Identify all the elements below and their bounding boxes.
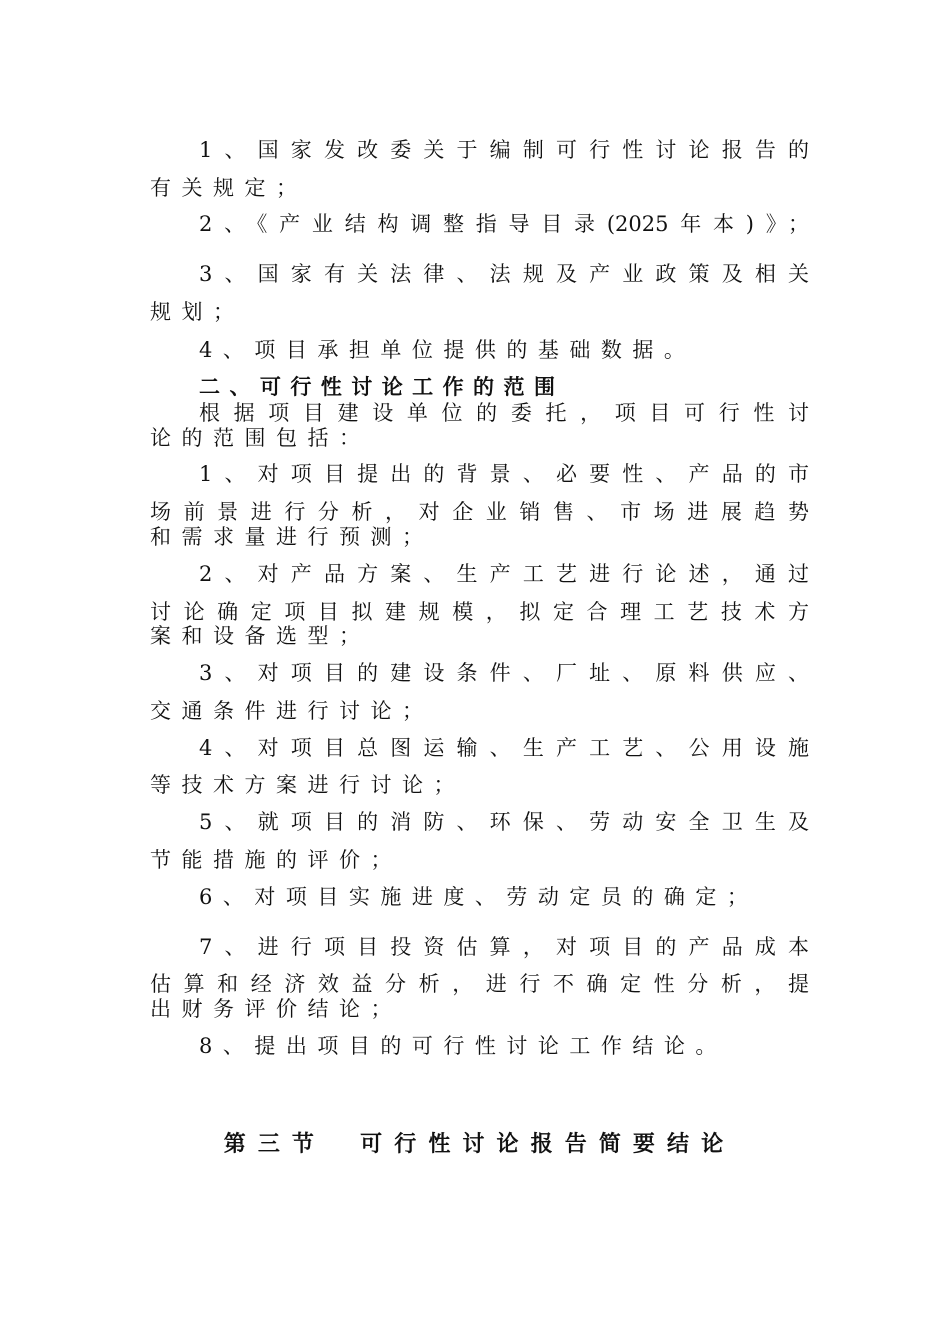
scope-item-1-line-1: 1、对项目提出的背景、必要性、产品的市 bbox=[199, 462, 809, 486]
scope-item-6: 6、对项目实施进度、劳动定员的确定； bbox=[199, 885, 759, 909]
scope-item-1-line-2: 场前景进行分析，对企业销售、市场进展趋势 bbox=[150, 500, 809, 524]
basis-item-3-line-2: 规划； bbox=[150, 300, 245, 324]
scope-item-5-line-1: 5、就项目的消防、环保、劳动安全卫生及 bbox=[199, 810, 809, 834]
basis-item-1-line-1: 1、国家发改委关于编制可行性讨论报告的 bbox=[199, 138, 809, 162]
section-two-heading: 二、可行性讨论工作的范围 bbox=[199, 374, 565, 399]
section-two-intro-line-1: 根据项目建设单位的委托，项目可行性讨 bbox=[199, 401, 809, 425]
basis-item-2: 2、《产业结构调整指导目录(2025年本)》； bbox=[199, 212, 809, 236]
scope-item-2-line-2: 讨论确定项目拟建规模，拟定合理工艺技术方 bbox=[150, 600, 809, 624]
section-two-intro-line-2: 论的范围包括： bbox=[150, 426, 371, 450]
scope-item-8: 8、提出项目的可行性讨论工作结论。 bbox=[199, 1034, 727, 1058]
scope-item-4-line-1: 4、对项目总图运输、生产工艺、公用设施 bbox=[199, 736, 809, 760]
basis-item-1-line-2: 有关规定； bbox=[150, 176, 308, 200]
scope-item-2-line-1: 2、对产品方案、生产工艺进行论述，通过 bbox=[199, 562, 809, 586]
basis-item-4: 4、项目承担单位提供的基础数据。 bbox=[199, 338, 696, 362]
scope-item-7-line-2: 估算和经济效益分析，进行不确定性分析，提 bbox=[150, 972, 809, 996]
scope-item-7-line-3: 出财务评价结论； bbox=[150, 997, 402, 1021]
scope-item-4-line-2: 等技术方案进行讨论； bbox=[150, 773, 465, 797]
scope-item-7-line-1: 7、进行项目投资估算，对项目的产品成本 bbox=[199, 935, 809, 959]
scope-item-3-line-1: 3、对项目的建设条件、厂址、原料供应、 bbox=[199, 661, 809, 685]
basis-item-3-line-1: 3、国家有关法律、法规及产业政策及相关 bbox=[199, 262, 809, 286]
scope-item-2-line-3: 案和设备选型； bbox=[150, 624, 371, 648]
scope-item-1-line-3: 和需求量进行预测； bbox=[150, 525, 434, 549]
section-three-title: 第三节 可行性讨论报告简要结论 bbox=[223, 1131, 736, 1157]
scope-item-3-line-2: 交通条件进行讨论； bbox=[150, 699, 434, 723]
scope-item-5-line-2: 节能措施的评价； bbox=[150, 848, 402, 872]
